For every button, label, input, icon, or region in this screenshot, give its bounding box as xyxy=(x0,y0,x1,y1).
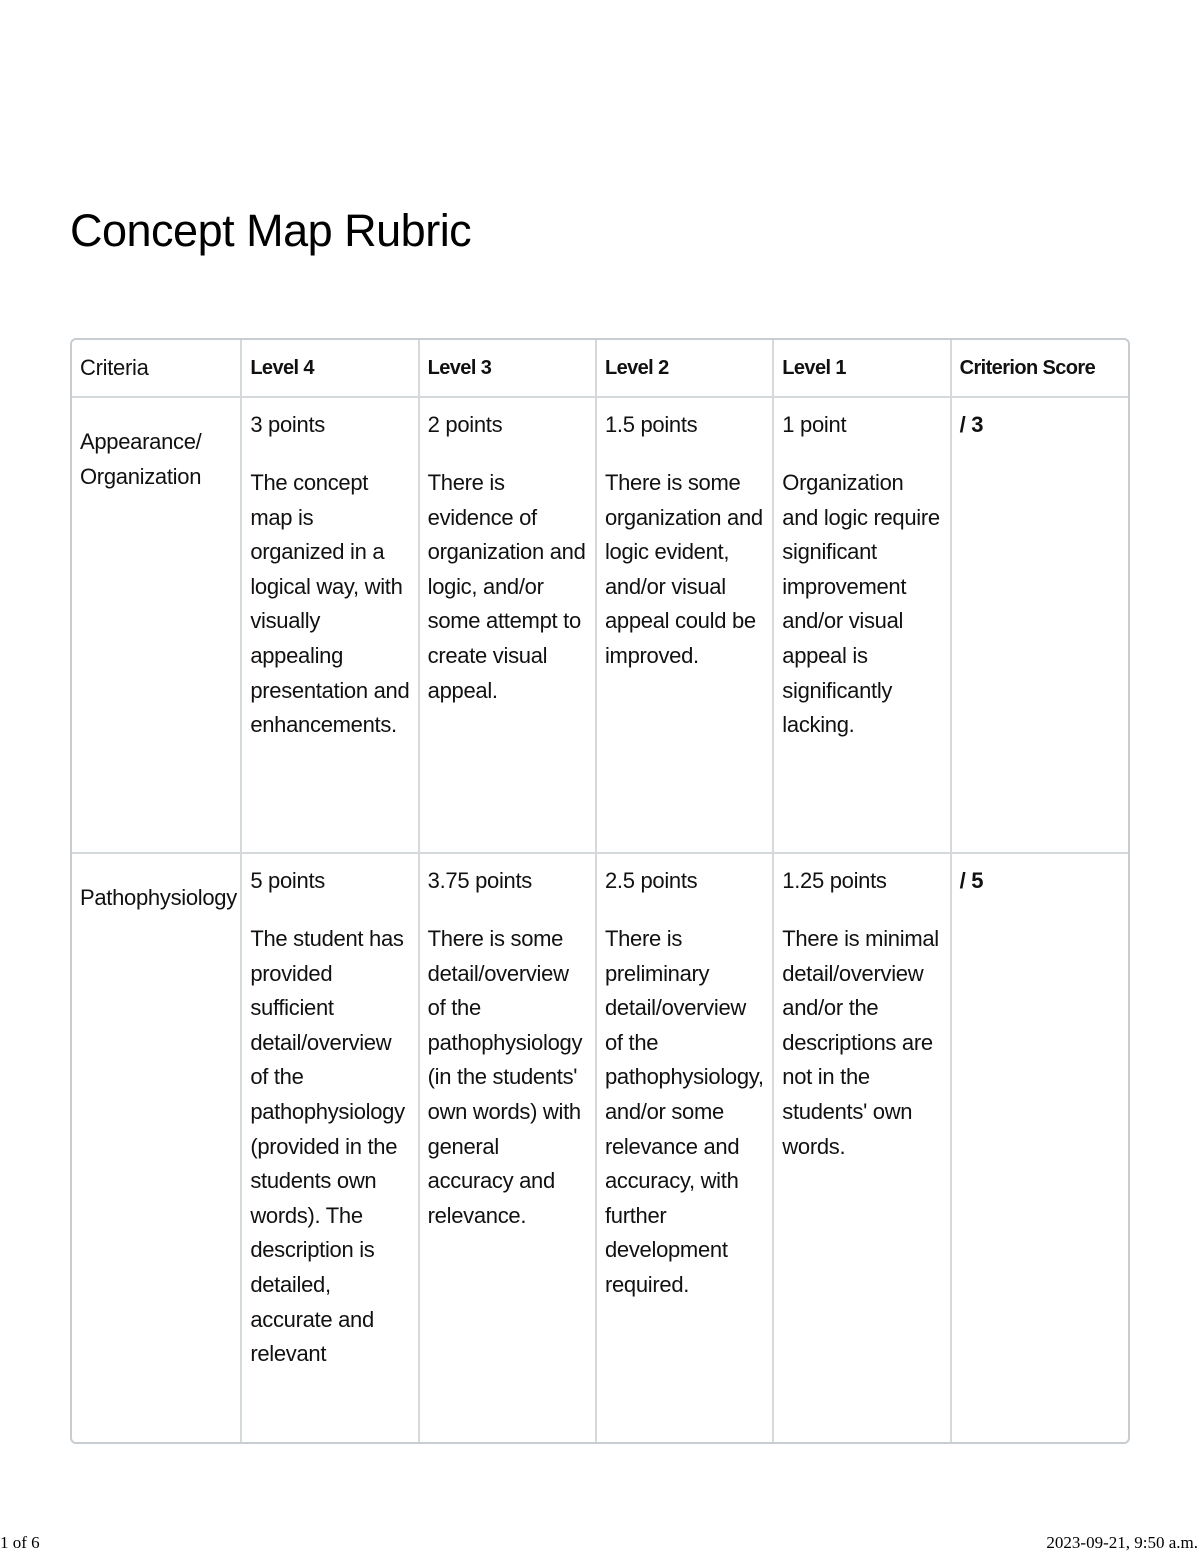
header-level-3: Level 3 xyxy=(420,340,597,398)
rating-cell xyxy=(774,854,951,1442)
print-timestamp: 2023-09-21, 9:50 a.m. xyxy=(1046,1533,1198,1552)
rating-points: 2.5 points xyxy=(604,868,698,893)
rating-cell xyxy=(242,398,419,854)
rating-cell xyxy=(420,398,597,854)
header-level-4: Level 4 xyxy=(242,340,419,398)
criterion-score: / 5 xyxy=(959,868,984,893)
rating-description: There is preliminary detail/overview of the pathophysiology, and/or some relevance and accuracy, with further development required. xyxy=(604,926,764,1297)
rating-points: 3.75 points xyxy=(427,868,532,893)
table-row xyxy=(72,398,1128,854)
rating-points: 2 points xyxy=(427,412,503,437)
header-criteria: Criteria xyxy=(72,340,242,398)
rating-cell xyxy=(597,398,774,854)
rating-points: 3 points xyxy=(250,412,325,437)
page-title: Concept Map Rubric xyxy=(70,205,472,256)
header-level-2: Level 2 xyxy=(597,340,774,398)
rating-cell xyxy=(597,854,774,1442)
rubric-table xyxy=(70,338,1130,1444)
table-header-row xyxy=(72,340,1128,398)
rating-description: The concept map is organized in a logical way, with visually appealing presentation and enhancements. xyxy=(250,470,410,738)
rating-description: There is some organization and logic evident, and/or visual appeal could be improved. xyxy=(604,470,763,668)
rating-description: There is minimal detail/overview and/or the descriptions are not in the students' own words. xyxy=(782,926,939,1159)
criterion-name: Appearance/ Organization xyxy=(72,398,242,854)
rating-points: 1 point xyxy=(782,412,847,437)
rating-points: 1.25 points xyxy=(782,868,887,893)
criterion-score: / 3 xyxy=(952,398,1128,854)
rating-description: Organization and logic require significant improvement and/or visual appeal is significantly lacking. xyxy=(782,470,940,738)
rating-cell xyxy=(242,854,419,1442)
rating-points: 1.5 points xyxy=(604,412,698,437)
rating-description: There is evidence of organization and logic, and/or some attempt to create visual appeal. xyxy=(427,470,586,703)
header-criterion-score: Criterion Score xyxy=(952,340,1128,398)
rating-description: The student has provided sufficient detail/overview of the pathophysiology (provided in the students own words). The description is detailed, accurate and relevant xyxy=(250,926,405,1367)
rating-points: 5 points xyxy=(250,868,325,893)
table-row xyxy=(72,854,1128,1442)
rating-description: There is some detail/overview of the pathophysiology (in the students' own words) with general accuracy and relevance. xyxy=(427,926,583,1228)
rating-cell xyxy=(420,854,597,1442)
page-indicator: 1 of 6 xyxy=(0,1533,40,1552)
rating-cell xyxy=(774,398,951,854)
header-level-1: Level 1 xyxy=(774,340,951,398)
criterion-name: Pathophysiology xyxy=(72,854,242,1442)
